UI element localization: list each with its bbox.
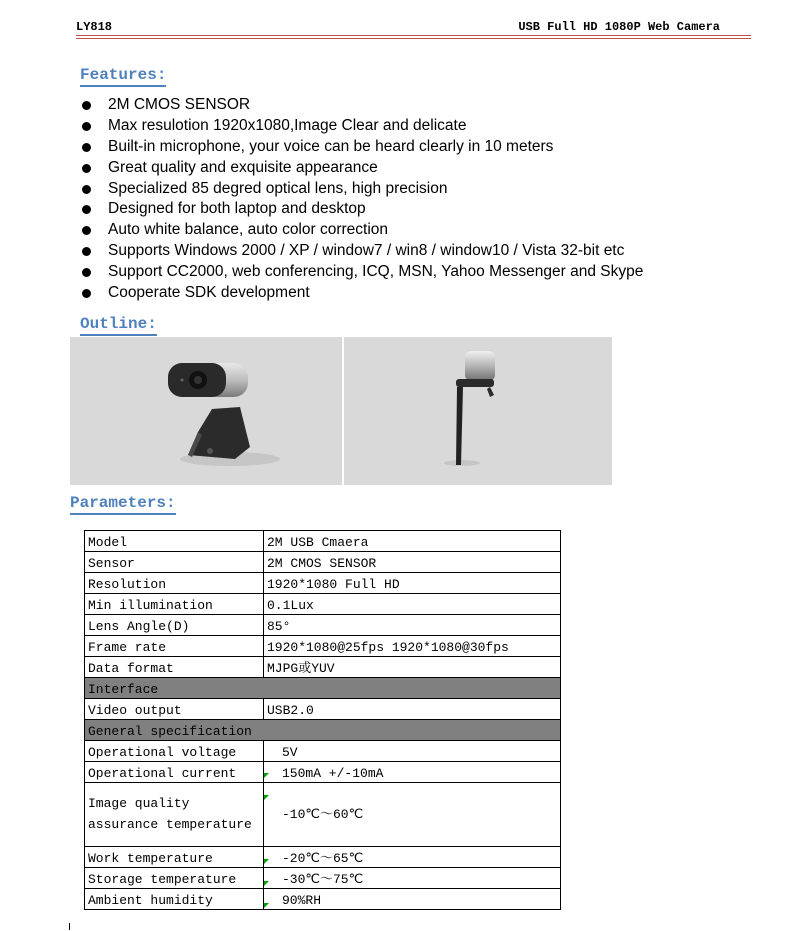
bullet-icon [82,205,91,214]
bullet-icon [82,101,91,110]
table-group-row: General specification [85,720,561,741]
table-group-row: Interface [85,678,561,699]
cell-marker-icon [264,795,269,800]
cell-marker-icon [264,773,269,778]
list-item: Specialized 85 degred optical lens, high precision [80,179,643,200]
bullet-icon [82,122,91,131]
features-list [80,95,643,304]
table-row: Operational current 150mA +/-10mA [85,762,561,783]
parameters-table [84,530,561,910]
table-row: Lens Angle(D) 85° [85,615,561,636]
bullet-icon [82,226,91,235]
list-item: Support CC2000, web conferencing, ICQ, MSN, Yahoo Messenger and Skype [80,262,643,283]
parameters-heading: Parameters: [70,494,195,512]
table-row: Min illumination 0.1Lux [85,594,561,615]
list-item: Built-in microphone, your voice can be heard clearly in 10 meters [80,137,643,158]
cell-marker-icon [264,881,269,886]
table-row: Model 2M USB Cmaera [85,531,561,552]
bullet-icon [82,268,91,277]
table-row: Image quality assurance temperature -10℃～60℃ [85,783,561,847]
table-row: Frame rate 1920*1080@25fps 1920*1080@30fps [85,636,561,657]
model-code: LY818 [76,20,113,34]
table-row: Resolution 1920*1080 Full HD [85,573,561,594]
table-row: Storage temperature -30℃～75℃ [85,868,561,889]
bullet-icon [82,143,91,152]
table-row: Video output USB2.0 [85,699,561,720]
page-header [76,20,750,34]
list-item: Auto white balance, auto color correction [80,220,643,241]
table-row: Ambient humidity 90%RH [85,889,561,910]
list-item: 2M CMOS SENSOR [80,95,643,116]
list-item: Cooperate SDK development [80,283,643,304]
product-title: USB Full HD 1080P Web Camera [518,20,720,34]
bullet-icon [82,164,91,173]
bullet-icon [82,247,91,256]
list-item: Designed for both laptop and desktop [80,199,643,220]
table-row: Work temperature -20℃～65℃ [85,847,561,868]
features-heading: Features: [80,66,166,84]
header-rule-bottom [76,38,751,39]
list-item: Great quality and exquisite appearance [80,158,643,179]
bullet-icon [82,185,91,194]
header-rule-top [76,35,751,36]
webcam-front-photo [70,337,342,485]
list-item: Supports Windows 2000 / XP / window7 / win8 / window10 / Vista 32-bit etc [80,241,643,262]
webcam-side-photo [344,337,612,485]
list-item: Max resulotion 1920x1080,Image Clear and delicate [80,116,643,137]
table-row: Data format MJPG或YUV [85,657,561,678]
table-row: Operational voltage 5V [85,741,561,762]
outline-heading: Outline: [80,315,176,333]
bullet-icon [82,289,91,298]
cell-marker-icon [264,903,269,908]
cell-marker-icon [264,859,269,864]
margin-mark [69,923,70,930]
table-row: Sensor 2M CMOS SENSOR [85,552,561,573]
